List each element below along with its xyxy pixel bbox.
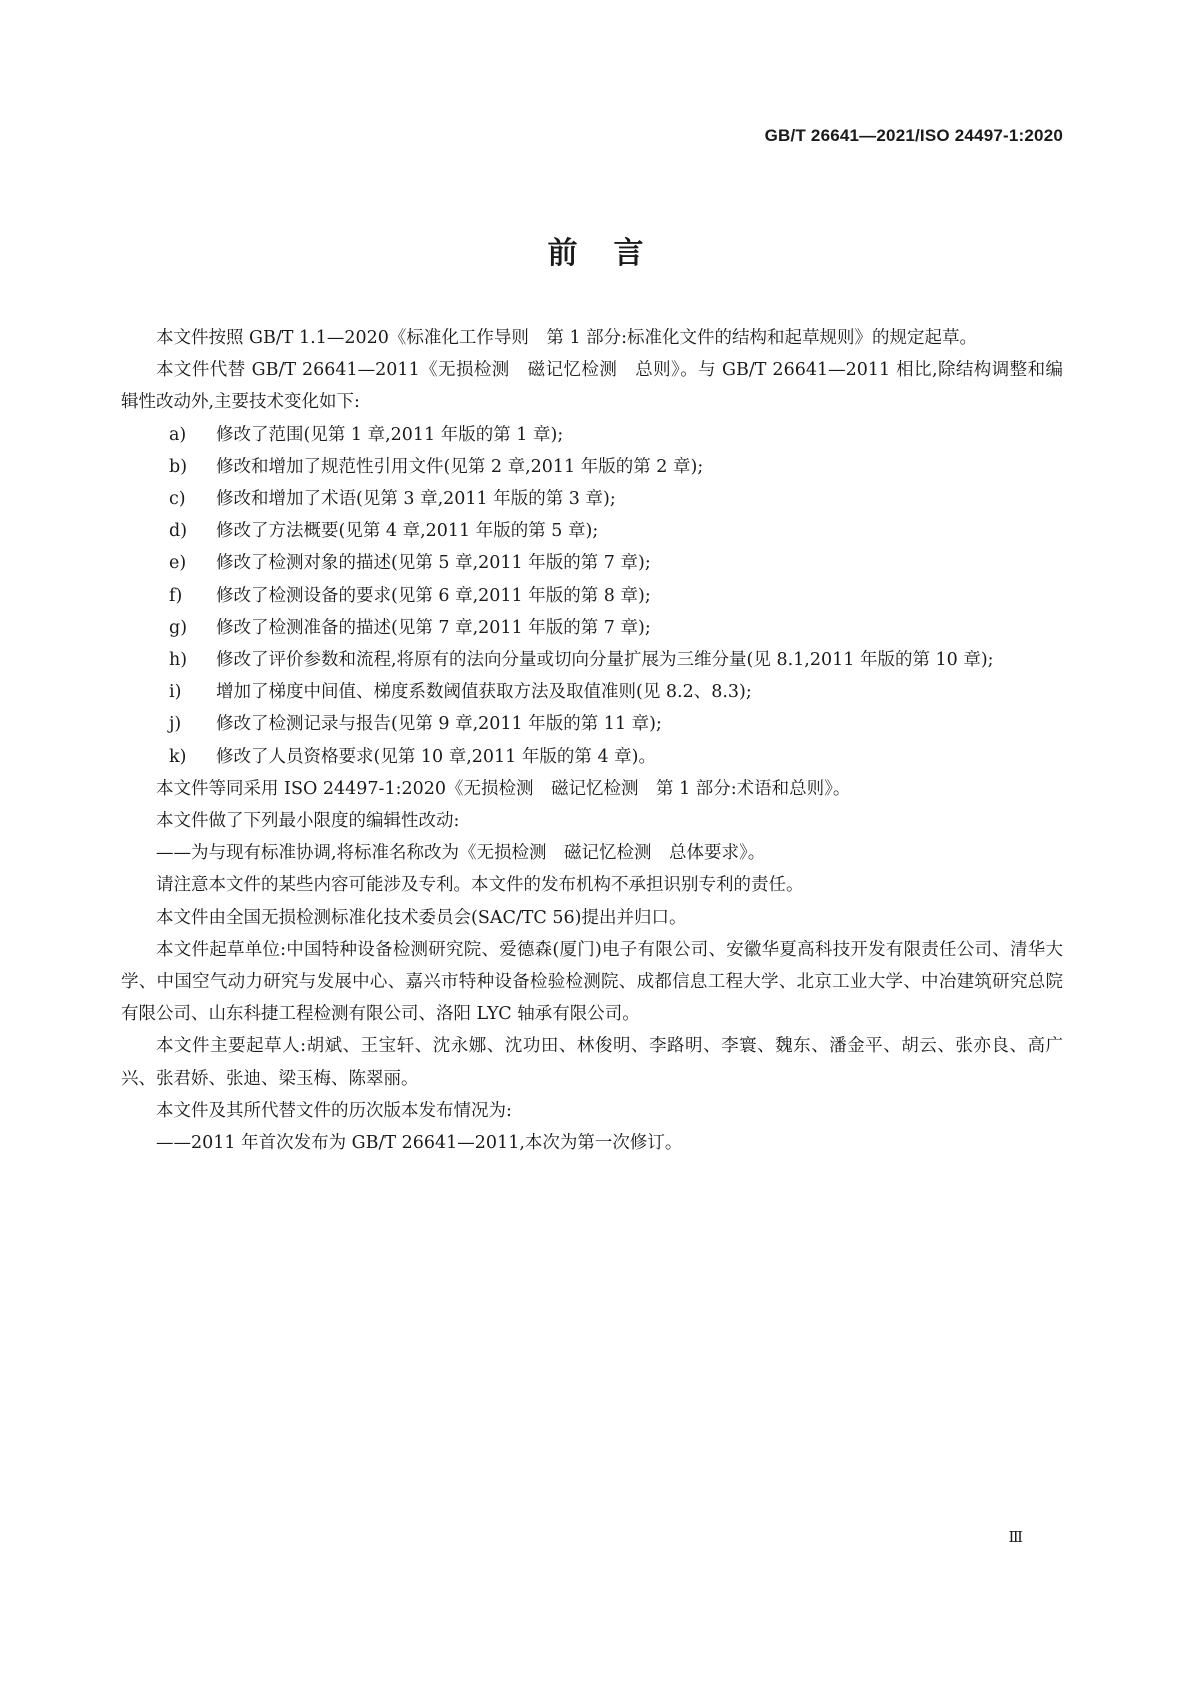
- list-item-label: f): [169, 585, 183, 606]
- paragraph-editorial-changes: 本文件做了下列最小限度的编辑性改动:: [156, 811, 460, 832]
- paragraph-committee: 本文件由全国无损检测标准化技术委员会(SAC/TC 56)提出并归口。: [156, 907, 687, 928]
- list-item: [121, 580, 1063, 612]
- list-item-text: 修改了检测准备的描述(见第 7 章,2011 年版的第 7 章);: [216, 617, 651, 638]
- list-item: [121, 515, 1063, 547]
- page-title: 前言: [547, 236, 680, 271]
- list-item-text: 修改了范围(见第 1 章,2011 年版的第 1 章);: [216, 424, 564, 445]
- dash-item-title-change: ——为与现有标准协调,将标准名称改为《无损检测 磁记忆检测 总体要求》。: [156, 843, 766, 864]
- list-item-label: g): [169, 617, 188, 638]
- list-item-text: 修改和增加了术语(见第 3 章,2011 年版的第 3 章);: [216, 489, 616, 510]
- list-item-text: 增加了梯度中间值、梯度系数阈值获取方法及取值准则(见 8.2、8.3);: [216, 682, 752, 703]
- paragraph-drafting-units: 本文件起草单位:中国特种设备检测研究院、爱德森(厦门)电子有限公司、安徽华夏高科技开发有限责任公司、清华大学、中国空气动力研究与发展中心、嘉兴市特种设备检验检测院、成都信息工程大学、北京工业大学、中冶建筑研究总院有限公司、山东科捷工程检测有限公司、洛阳 LYC 轴承有限公司。: [121, 939, 1063, 1025]
- paragraph-replacement: 本文件代替 GB/T 26641—2011《无损检测 磁记忆检测 总则》。与 GB/T 26641—2011 相比,除结构调整和编辑性改动外,主要技术变化如下:: [121, 360, 1063, 413]
- list-item-label: k): [169, 746, 187, 767]
- list-item-label: c): [169, 489, 186, 510]
- list-item: [121, 612, 1063, 644]
- list-item-text: 修改了人员资格要求(见第 10 章,2011 年版的第 4 章)。: [216, 746, 656, 767]
- standard-code: GB/T 26641—2021/ISO 24497-1:2020: [764, 126, 1063, 145]
- list-item: [121, 419, 1063, 451]
- list-item-label: i): [169, 682, 182, 703]
- list-item: [121, 676, 1063, 708]
- paragraph-patent-notice: 请注意本文件的某些内容可能涉及专利。本文件的发布机构不承担识别专利的责任。: [156, 875, 804, 896]
- list-item-label: b): [169, 456, 188, 477]
- paragraph-history: 本文件及其所代替文件的历次版本发布情况为:: [156, 1100, 512, 1121]
- list-item-label: a): [169, 424, 187, 445]
- list-item-label: d): [169, 521, 188, 542]
- list-item: [121, 741, 1063, 773]
- list-item-text: 修改了检测对象的描述(见第 5 章,2011 年版的第 7 章);: [216, 553, 651, 574]
- list-item-label: h): [169, 650, 188, 671]
- dash-item-first-release: ——2011 年首次发布为 GB/T 26641—2011,本次为第一次修订。: [156, 1133, 683, 1154]
- document-body: [121, 322, 1063, 1159]
- paragraph-drafting-rules: 本文件按照 GB/T 1.1—2020《标准化工作导则 第 1 部分:标准化文件的结构和起草规则》的规定起草。: [156, 328, 978, 348]
- changes-list: [121, 419, 1063, 773]
- list-item-text: 修改和增加了规范性引用文件(见第 2 章,2011 年版的第 2 章);: [216, 456, 704, 477]
- list-item: [121, 644, 1063, 676]
- list-item: [121, 547, 1063, 579]
- list-item: [121, 483, 1063, 515]
- list-item-text: 修改了方法概要(见第 4 章,2011 年版的第 5 章);: [216, 521, 599, 542]
- list-item-label: j): [169, 714, 182, 735]
- paragraph-drafters: 本文件主要起草人:胡斌、王宝轩、沈永娜、沈功田、林俊明、李路明、李寰、魏东、潘金平、胡云、张亦良、高广兴、张君娇、张迪、梁玉梅、陈翠丽。: [121, 1036, 1063, 1089]
- list-item-label: e): [169, 553, 187, 574]
- page-number: Ⅲ: [1008, 1528, 1023, 1546]
- list-item: [121, 451, 1063, 483]
- list-item: [121, 708, 1063, 740]
- list-item-text: 修改了检测设备的要求(见第 6 章,2011 年版的第 8 章);: [216, 585, 651, 606]
- paragraph-identical-adoption: 本文件等同采用 ISO 24497-1:2020《无损检测 磁记忆检测 第 1 部分:术语和总则》。: [156, 778, 851, 799]
- list-item-text: 修改了检测记录与报告(见第 9 章,2011 年版的第 11 章);: [216, 714, 662, 735]
- list-item-text: 修改了评价参数和流程,将原有的法向分量或切向分量扩展为三维分量(见 8.1,2011 年版的第 10 章);: [216, 650, 994, 671]
